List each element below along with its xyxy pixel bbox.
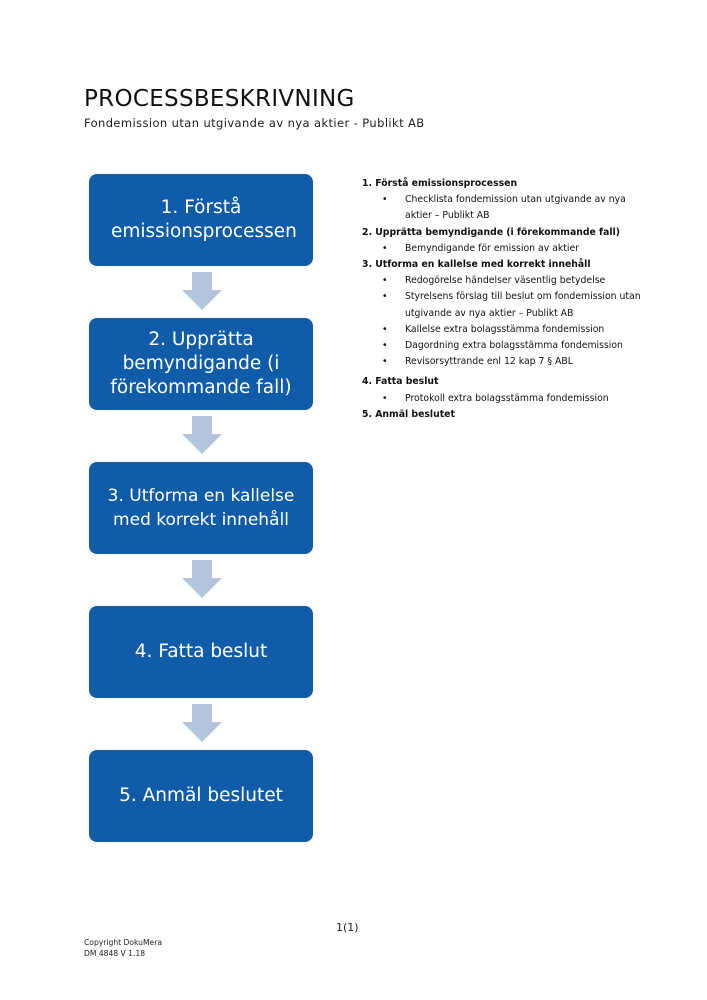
bullet-icon: • xyxy=(382,323,388,335)
footer xyxy=(84,937,162,959)
flow-step-label: 4. Fatta beslut xyxy=(134,641,268,662)
checklist-item[interactable]: • Kallelse extra bolagsstämma fondemission xyxy=(362,322,642,338)
bullet-icon: • xyxy=(382,356,388,368)
flow-step-label: 3. Utforma en kallelse med korrekt innehåll xyxy=(107,486,295,530)
flow-step-4 xyxy=(89,606,313,698)
checklist-heading: 2. Upprätta bemyndigande (i förekommande fall) xyxy=(362,226,620,238)
checklist-heading: 3. Utforma en kallelse med korrekt innehåll xyxy=(362,259,591,271)
flow-step-1 xyxy=(89,174,313,266)
checklist-heading: 5. Anmäl beslutet xyxy=(362,408,455,420)
bullet-icon: • xyxy=(382,242,388,254)
down-arrow-icon xyxy=(182,272,222,310)
copyright-text: Copyright DokuMera xyxy=(84,938,162,947)
flow-step-label: 2. Upprätta bemyndigande (i förekommande fall) xyxy=(110,329,292,398)
down-arrow-icon xyxy=(182,704,222,742)
checklist-heading: 1. Förstå emissionsprocessen xyxy=(362,178,518,189)
checklist-item[interactable]: • Styrelsens förslag till beslut om fondemission utan utgivande av nya aktier – Publikt AB xyxy=(382,291,641,319)
checklist-item[interactable]: • Dagordning extra bolagsstämma fondemission xyxy=(362,338,642,354)
down-arrow-icon xyxy=(182,416,222,454)
checklist-heading: 4. Fatta beslut xyxy=(362,376,439,388)
checklist-item[interactable]: • Protokoll extra bolagsstämma fondemission xyxy=(362,391,642,407)
checklist-item[interactable]: • Revisorsyttrande enl 12 kap 7 § ABL xyxy=(362,354,642,370)
checklist-item[interactable]: • Redogörelse händelser väsentlig betydelse xyxy=(362,273,642,289)
checklist xyxy=(362,176,642,423)
flow-step-2 xyxy=(89,318,313,410)
bullet-icon: • xyxy=(382,392,388,404)
page-subtitle: Fondemission utan utgivande av nya aktier - Publikt AB xyxy=(84,116,425,130)
bullet-icon: • xyxy=(382,275,388,287)
flow-step-3 xyxy=(89,462,313,554)
down-arrow-icon xyxy=(182,560,222,598)
page-title: PROCESSBESKRIVNING xyxy=(84,86,355,112)
bullet-icon: • xyxy=(382,291,388,303)
bullet-icon: • xyxy=(382,194,388,206)
checklist-item[interactable]: • Checklista fondemission utan utgivande av nya aktier – Publikt AB xyxy=(382,194,626,222)
bullet-icon: • xyxy=(382,340,388,352)
flow-step-5 xyxy=(89,750,313,842)
page-number: 1(1) xyxy=(336,921,359,934)
flow-step-label: 5. Anmäl beslutet xyxy=(119,785,283,806)
flow-step-label: 1. Förstå emissionsprocessen xyxy=(111,197,297,242)
document-id: DM 4848 V 1.18 xyxy=(84,949,146,958)
checklist-item[interactable]: • Bemyndigande för emission av aktier xyxy=(362,241,642,257)
